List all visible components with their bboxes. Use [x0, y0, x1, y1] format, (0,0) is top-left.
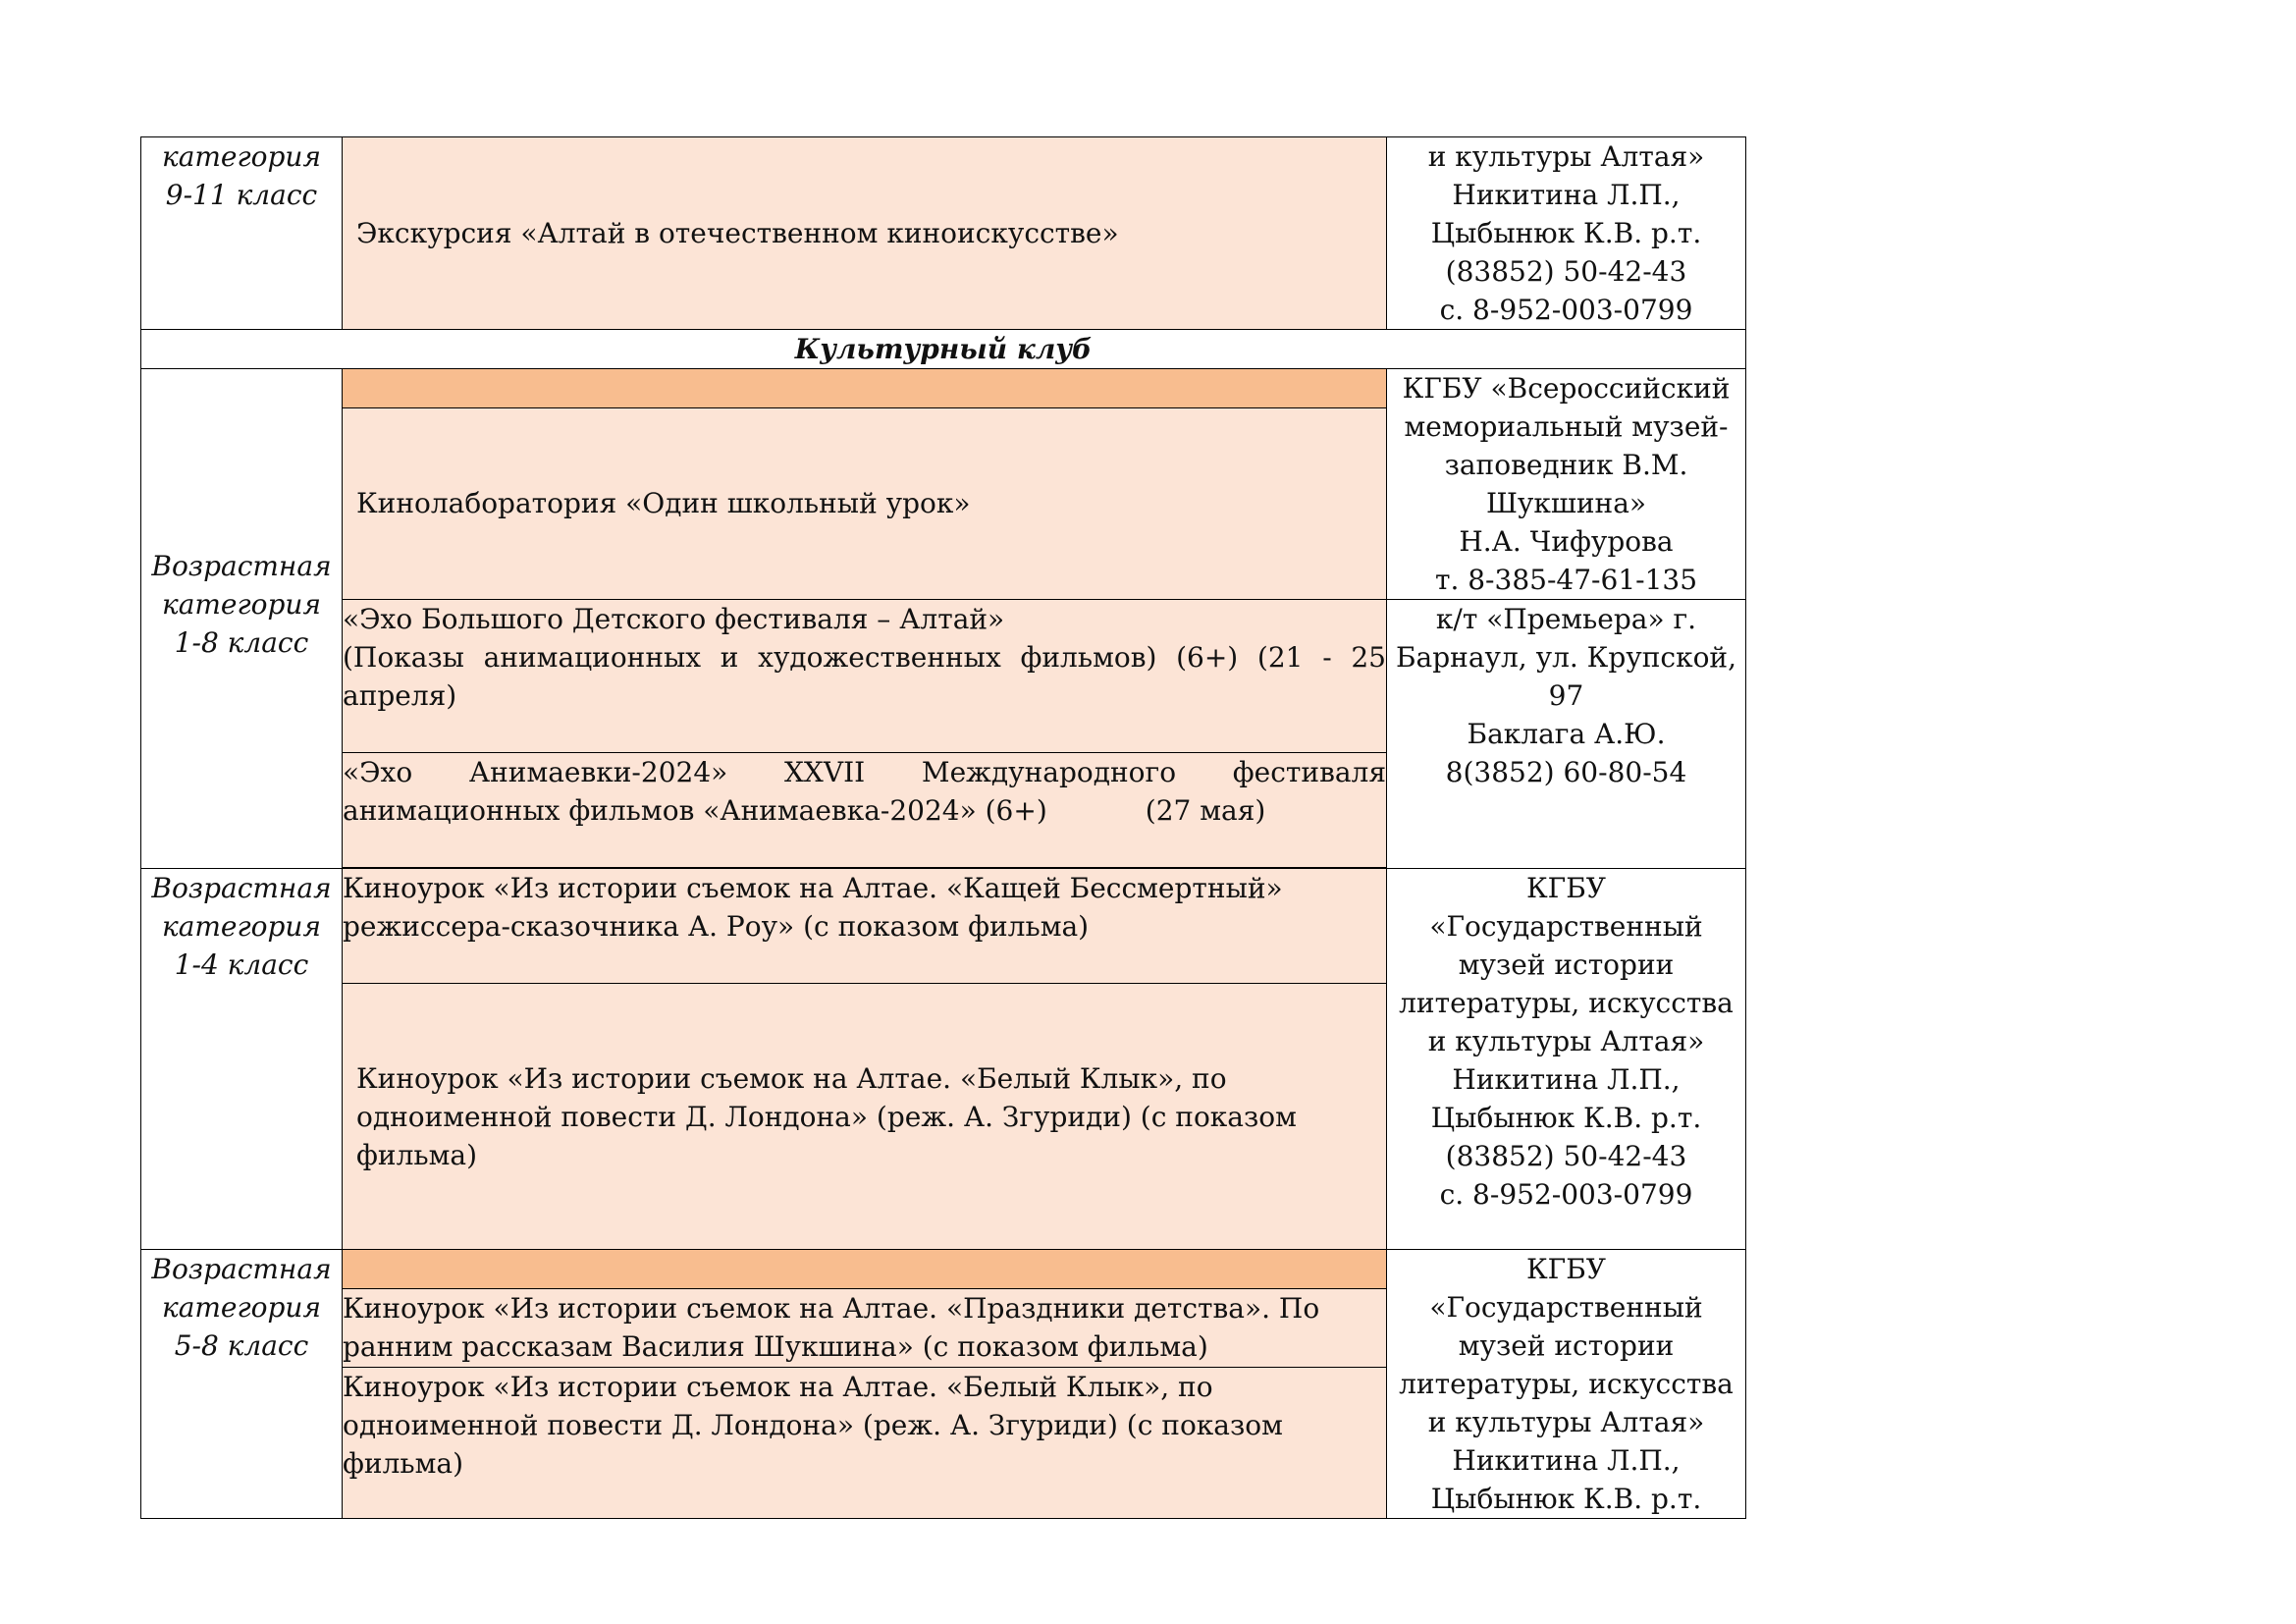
age-category-cell: Возрастная категория 1-4 класс	[141, 869, 343, 1250]
event-description: (Показы анимационных и художественных фильмов) (6+) (21 - 25 апреля)	[343, 641, 1386, 712]
organizer-cell: и культуры Алтая» Никитина Л.П., Цыбынюк К.В. р.т. (83852) 50-42-43 с. 8-952-003-0799	[1387, 137, 1746, 330]
event-title: Киноурок «Из истории съемок на Алтае. «Праздники детства». По ранним рассказам Василия Шукшина» (с показом фильма)	[343, 1292, 1320, 1364]
event-header-bar	[343, 1250, 1387, 1289]
event-cell	[343, 137, 1387, 330]
event-title: Кинолаборатория «Один школьный урок»	[356, 487, 971, 520]
event-date: (27 мая)	[1145, 794, 1266, 827]
event-title: Киноурок «Из истории съемок на Алтае. «Кащей Бессмертный» режиссера-сказочника А. Роу» (с показом фильма)	[343, 872, 1283, 943]
schedule-table	[140, 136, 1746, 1519]
event-cell	[343, 407, 1387, 600]
table-row	[141, 869, 1746, 984]
table-row	[141, 330, 1746, 369]
age-category-cell: Возрастная категория 5-8 класс	[141, 1250, 343, 1519]
section-title: Культурный клуб	[141, 330, 1746, 369]
event-title: Киноурок «Из истории съемок на Алтае. «Белый Клык», по одноименной повести Д. Лондона» (реж. А. Згуриди) (с показом фильма)	[356, 1061, 1297, 1171]
table-row	[141, 369, 1746, 408]
event-title: Киноурок «Из истории съемок на Алтае. «Белый Клык», по одноименной повести Д. Лондона» (реж. А. Згуриди) (с показом фильма)	[343, 1370, 1283, 1480]
organizer-cell: к/т «Премьера» г. Барнаул, ул. Крупской, 97 Баклага А.Ю. 8(3852) 60-80-54	[1387, 600, 1746, 869]
event-cell	[343, 869, 1387, 984]
organizer-cell: КГБУ «Государственный музей истории литературы, искусства и культуры Алтая» Никитина Л.П., Цыбынюк К.В. р.т. (83852) 50-42-43 с. 8-952-003-0799	[1387, 869, 1746, 1250]
event-title: «Эхо Большого Детского фестиваля – Алтай»	[343, 603, 1005, 635]
age-category-cell: категория 9-11 класс	[141, 137, 343, 330]
event-cell	[343, 1289, 1387, 1368]
age-category-cell: Возрастная категория 1-8 класс	[141, 369, 343, 869]
event-header-bar	[343, 369, 1387, 408]
event-title: «Эхо Анимаевки-2024» XXVII Международного фестиваля анимационных фильмов «Анимаевка-2024» (6+)	[343, 756, 1386, 827]
table-row	[141, 600, 1746, 753]
organizer-cell: КГБУ «Государственный музей истории литературы, искусства и культуры Алтая» Никитина Л.П., Цыбынюк К.В. р.т.	[1387, 1250, 1746, 1519]
event-title: Экскурсия «Алтай в отечественном киноискусстве»	[356, 217, 1119, 249]
event-cell	[343, 1367, 1387, 1518]
event-cell	[343, 984, 1387, 1250]
table-row	[141, 137, 1746, 330]
organizer-cell: КГБУ «Всероссийский мемориальный музей- заповедник В.М. Шукшина» Н.А. Чифурова т. 8-385-47-61-135	[1387, 369, 1746, 600]
event-cell	[343, 600, 1387, 753]
table-row	[141, 1250, 1746, 1289]
event-cell	[343, 753, 1387, 868]
